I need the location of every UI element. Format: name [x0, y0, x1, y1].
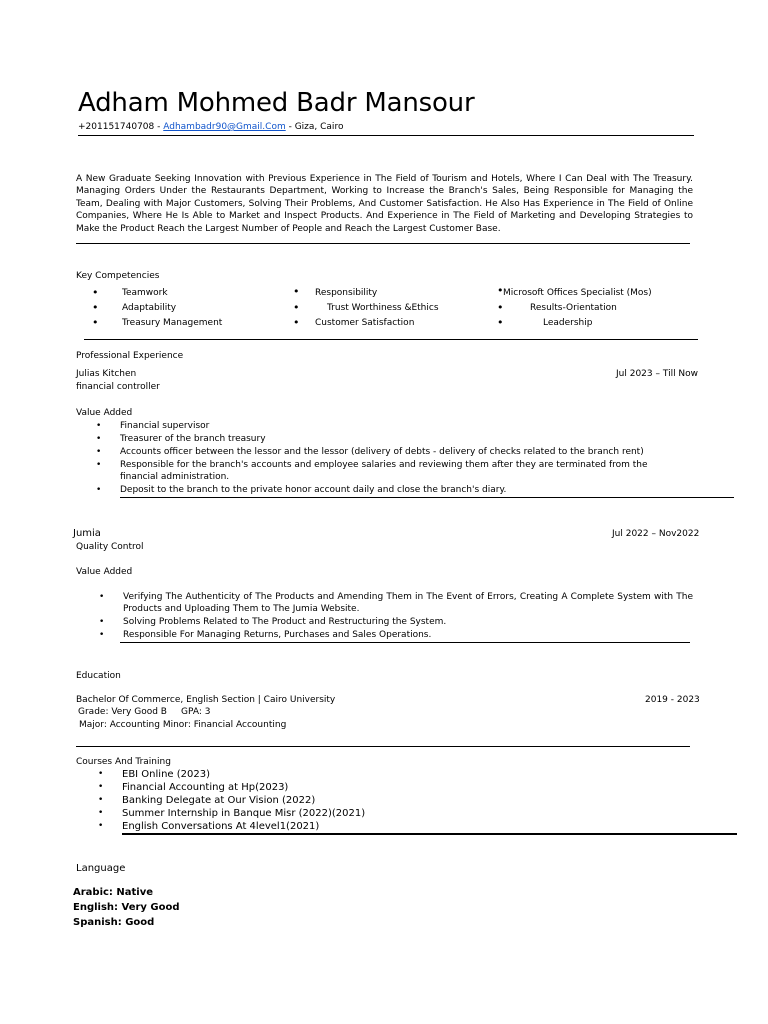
- competencies-title: Key Competencies: [76, 271, 160, 281]
- job-divider: [120, 497, 734, 498]
- bullet: •: [293, 301, 300, 314]
- courses-list: [122, 768, 722, 833]
- competency-item: Results-Orientation: [530, 303, 617, 313]
- major: Major: Accounting Minor: Financial Accounting: [79, 720, 287, 730]
- value-added-title: Value Added: [76, 408, 133, 418]
- list-item: • Treasurer of the branch treasury: [120, 433, 660, 446]
- grade: Grade: Very Good B: [78, 707, 167, 717]
- courses-divider: [122, 833, 737, 835]
- bullet: •: [92, 301, 99, 314]
- bullet: •: [92, 316, 99, 329]
- competency-item: Microsoft Offices Specialist (Mos): [503, 288, 652, 298]
- job-dates: Jul 2022 – Nov2022: [612, 529, 700, 539]
- list-item: • Verifying The Authenticity of The Products and Amending Them in The Event of Errors, Creating A Complete System with The Products and Uploading Them to The Jumia Website.: [123, 591, 693, 615]
- job-divider: [120, 642, 690, 643]
- job-duties-list: [123, 591, 693, 642]
- experience-title: Professional Experience: [76, 351, 184, 361]
- job-dates: Jul 2023 – Till Now: [616, 369, 699, 379]
- competency-item: Trust Worthiness &Ethics: [327, 303, 439, 313]
- bullet: •: [497, 316, 504, 329]
- competency-item: Customer Satisfaction: [315, 318, 415, 328]
- location: - Giza, Cairo: [288, 122, 344, 132]
- list-item: • Responsible for the branch's accounts and employee salaries and reviewing them after they are terminated from the financial administration.: [120, 459, 660, 483]
- bullet: •: [497, 301, 504, 314]
- competencies-divider: [84, 339, 698, 340]
- list-item: • Banking Delegate at Our Vision (2022): [122, 794, 722, 807]
- competency-item: Treasury Management: [122, 318, 223, 328]
- gpa: GPA: 3: [181, 707, 211, 717]
- list-item: • EBI Online (2023): [122, 768, 722, 781]
- phone-number: +201151740708 -: [78, 122, 161, 132]
- education-divider: [76, 746, 690, 747]
- degree: Bachelor Of Commerce, English Section | Cairo University: [76, 695, 336, 705]
- email-link[interactable]: Adhambadr90@Gmail.Com: [163, 122, 286, 132]
- competency-item: Responsibility: [315, 288, 378, 298]
- list-item: • Financial Accounting at Hp(2023): [122, 781, 722, 794]
- value-added-title: Value Added: [76, 567, 133, 577]
- job-company: Julias Kitchen: [76, 369, 137, 379]
- summary-divider: [76, 243, 690, 244]
- job-duties-list: [120, 420, 660, 497]
- education-title: Education: [76, 671, 121, 681]
- professional-summary: A New Graduate Seeking Innovation with Previous Experience in The Field of Tourism and Hotels, Where I Can Deal with The Treasury. Managing Orders Under the Restaurants Department, Working to Increase the Branch's Sales, Being Responsible for Managing the Team, Dealing with Major Customers, Solving Their Problems, And Customer Satisfaction. He Also Has Experience in The Field of Online Companies, Where He Is Able to Market and Inspect Products. And Experience in The Field of Marketing and Developing Strategies to Make the Product Reach the Largest Number of People and Reach the Largest Customer Base.: [76, 174, 693, 234]
- language-title: Language: [76, 863, 126, 874]
- bullet: •: [497, 284, 504, 297]
- header-divider: [78, 135, 694, 136]
- job-role: Quality Control: [76, 542, 144, 552]
- list-item: • Solving Problems Related to The Product and Restructuring the System.: [123, 616, 693, 629]
- candidate-name: Adham Mohmed Badr Mansour: [78, 88, 475, 118]
- competency-item: Adaptability: [122, 303, 177, 313]
- education-dates: 2019 - 2023: [645, 695, 700, 705]
- courses-title: Courses And Training: [76, 757, 171, 767]
- list-item: • Deposit to the branch to the private honor account daily and close the branch's diary.: [120, 484, 660, 497]
- list-item: • Summer Internship in Banque Misr (2022)(2021): [122, 807, 722, 820]
- bullet: •: [293, 285, 300, 298]
- list-item: • Accounts officer between the lessor and the lessor (delivery of debts - delivery of checks related to the branch rent): [120, 446, 660, 459]
- language-item: Arabic: Native: [73, 887, 154, 898]
- list-item: • Financial supervisor: [120, 420, 660, 433]
- language-item: Spanish: Good: [73, 917, 155, 928]
- job-company: Jumia: [73, 528, 101, 539]
- bullet: •: [293, 316, 300, 329]
- language-item: English: Very Good: [73, 902, 180, 913]
- list-item: • Responsible For Managing Returns, Purchases and Sales Operations.: [123, 629, 693, 642]
- competency-item: Teamwork: [122, 288, 168, 298]
- competency-item: Leadership: [543, 318, 593, 328]
- bullet: •: [92, 286, 99, 299]
- contact-line: [78, 122, 343, 132]
- list-item: • English Conversations At 4level1(2021): [122, 820, 722, 833]
- job-role: financial controller: [76, 382, 160, 392]
